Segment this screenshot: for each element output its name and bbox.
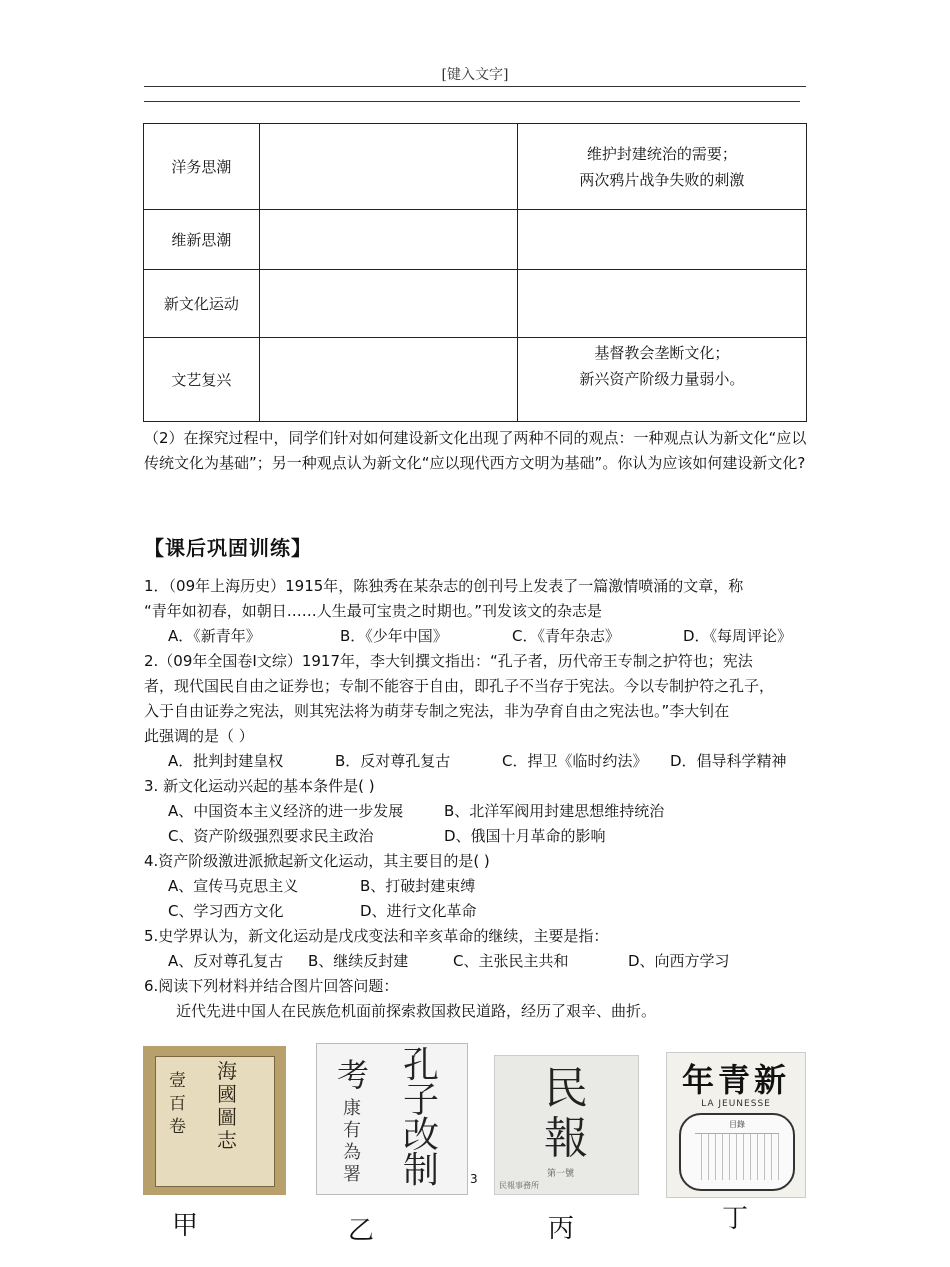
option: A．批判封建皇权: [168, 752, 284, 770]
question-line: 3. 新文化运动兴起的基本条件是( ): [144, 777, 375, 795]
option: C、学习西方文化: [168, 902, 284, 920]
volume-calligraphy: 壹百卷: [169, 1071, 186, 1137]
table-row: [144, 338, 807, 422]
page-number: 3: [470, 1172, 478, 1186]
row-name: 维新思潮: [144, 210, 260, 270]
row-cell-reason: [517, 124, 806, 210]
section-title: 【课后巩固训练】: [144, 536, 312, 560]
reason-line: 基督教会垄断文化；: [594, 344, 730, 362]
title-calligraphy: 民報: [544, 1063, 588, 1164]
french-subtitle: LA JEUNESSE: [701, 1099, 771, 1109]
reason-line: 维护封建统治的需要；: [586, 144, 737, 163]
table-row: [144, 270, 807, 338]
image-caption: 丙: [548, 1214, 575, 1244]
reason-line: 两次鸦片战争失败的刺激: [579, 170, 745, 189]
option: D、俄国十月革命的影响: [444, 827, 606, 845]
title-calligraphy-end: 考: [337, 1056, 370, 1094]
option: C、资产阶级强烈要求民主政治: [168, 827, 374, 845]
question-line: 入于自由证券之宪法，则其宪法将为萌芽专制之宪法，非为孕育自由之宪法也。”李大钊在: [144, 702, 730, 720]
title-calligraphy: 孔子改制: [403, 1045, 440, 1191]
title-calligraphy: 海國圖志: [217, 1059, 237, 1152]
comparison-table: [143, 123, 807, 422]
row-cell-empty: [259, 210, 517, 270]
reason-line: 新兴资产阶级力量弱小。: [579, 370, 745, 388]
row-cell-reason: [517, 338, 806, 422]
image-caption: 丁: [722, 1204, 749, 1234]
row-cell-reason: [517, 210, 806, 270]
question-line: 1．（09年上海历史）1915年，陈独秀在某杂志的创刊号上发表了一篇激情喷涌的文章，称: [144, 577, 744, 595]
question-line: 此强调的是（ ）: [144, 727, 254, 745]
image-min-bao: [494, 1055, 639, 1195]
row-name: 文艺复兴: [144, 338, 260, 422]
publisher: 民報事務所: [499, 1181, 539, 1190]
question-line: “青年如初春，如朝日……人生最可宝贵之时期也。”刊发该文的杂志是: [144, 602, 603, 620]
option: B、北洋军阀用封建思想维持统治: [444, 802, 665, 820]
title-calligraphy: 新青年: [681, 1061, 790, 1099]
image-caption: 甲: [172, 1211, 199, 1241]
option: D．倡导科学精神: [670, 752, 787, 770]
option: C．《青年杂志》: [512, 627, 620, 645]
question-line: 近代先进中国人在民族危机面前探索救国救民道路，经历了艰辛、曲折。: [176, 1002, 657, 1020]
option: B、打破封建束缚: [360, 877, 476, 895]
question-2-prompt: （2）在探究过程中，同学们针对如何建设新文化出现了两种不同的观点：一种观点认为新文化“应以传统文化为基础”；另一种观点认为新文化“应以现代西方文明为基础”。你认为应该如何建设新文化?: [144, 429, 807, 472]
question-line: 2.（09年全国卷Ⅰ文综）1917年，李大钊撰文指出：“孔子者，历代帝王专制之护符也；宪法: [144, 652, 753, 670]
option: A．《新青年》: [168, 627, 261, 645]
question-line: 6.阅读下列材料并结合图片回答问题：: [144, 977, 399, 995]
option: B．《少年中国》: [340, 627, 448, 645]
option: B、继续反封建: [308, 952, 409, 970]
page-header: [键入文字]: [441, 67, 509, 83]
contents-label: 目錄: [729, 1120, 745, 1129]
issue-number: 第一號: [547, 1169, 575, 1179]
contents-frame: [679, 1113, 795, 1191]
option: A、中国资本主义经济的进一步发展: [168, 802, 404, 820]
question-line: 5.史学界认为，新文化运动是戊戌变法和辛亥革命的继续，主要是指：: [144, 927, 609, 945]
option: A、反对尊孔复古: [168, 952, 284, 970]
option: B．反对尊孔复古: [335, 752, 451, 770]
row-name: 洋务思潮: [144, 124, 260, 210]
header-rule: [144, 86, 806, 87]
image-kongzi-gaizhi-kao: [316, 1043, 468, 1195]
row-cell-empty: [259, 270, 517, 338]
header-rule-2: [144, 101, 800, 102]
row-name: 新文化运动: [144, 270, 260, 338]
option: C、主张民主共和: [453, 952, 569, 970]
table-row: [144, 210, 807, 270]
option: D、进行文化革命: [360, 902, 477, 920]
option: C．捍卫《临时约法》: [502, 752, 648, 770]
question-line: 者，现代国民自由之证券也；专制不能容于自由，即孔子不当存于宪法。今以专制护符之孔子，: [144, 677, 775, 695]
question-line: 4.资产阶级激进派掀起新文化运动，其主要目的是( ): [144, 852, 490, 870]
option: D、向西方学习: [628, 952, 730, 970]
image-haiguo-tuzhi: [143, 1046, 286, 1195]
option: D．《每周评论》: [683, 627, 793, 645]
row-cell-reason: [517, 270, 806, 338]
image-caption: 乙: [348, 1216, 375, 1246]
table-row: [144, 124, 807, 210]
row-cell-empty: [259, 338, 517, 422]
image-xin-qingnian: [666, 1052, 806, 1198]
row-cell-empty: [259, 124, 517, 210]
option: A、宣传马克思主义: [168, 877, 299, 895]
author-signature: 康有為署: [343, 1098, 361, 1185]
